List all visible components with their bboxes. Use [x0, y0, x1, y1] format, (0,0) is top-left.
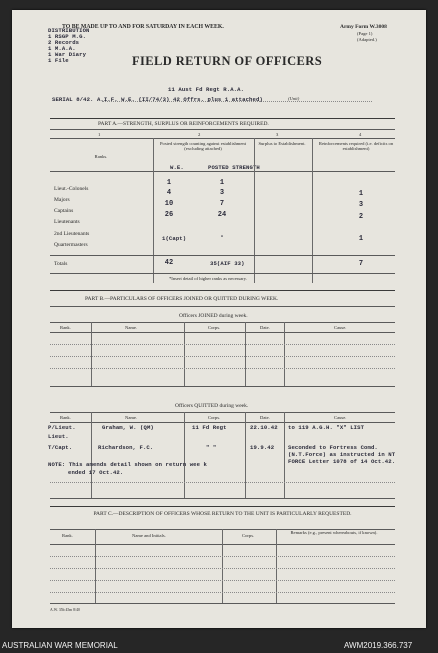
- we-value: 26: [164, 211, 174, 219]
- rule: [50, 498, 395, 499]
- col-header-reinforcements: Reinforcements required (i.e. deficits on establishment): [318, 141, 394, 151]
- col-corps: Corps.: [242, 533, 255, 538]
- form-number: Army Form W.3008: [340, 24, 387, 30]
- col-divider: [91, 412, 92, 498]
- distribution-block: [48, 28, 89, 64]
- we-value: 1: [166, 179, 172, 187]
- blank-row: [50, 592, 395, 593]
- blank-row: [50, 482, 395, 483]
- reinf-value: 2: [358, 213, 364, 221]
- posted-value: 24: [217, 211, 227, 219]
- total-reinf: 7: [358, 260, 364, 268]
- col-name: Name.: [125, 325, 138, 330]
- quitted-corps: " ": [206, 444, 217, 451]
- col-date: Date.: [260, 415, 270, 420]
- blank-row: [50, 344, 395, 345]
- col-divider: [254, 138, 255, 283]
- col-corps: Corps.: [208, 415, 221, 420]
- quitted-cause: to 119 A.G.H. "X" LIST: [288, 424, 365, 431]
- sub-header-posted: POSTED STRENGTH: [208, 164, 260, 171]
- we-value: 10: [164, 200, 174, 208]
- posted-value: -: [219, 233, 225, 241]
- col-header-ranks: Ranks.: [94, 154, 108, 159]
- quitted-date: 19.9.42: [250, 444, 275, 451]
- part-b-heading: PART B.—PARTICULARS OF OFFICERS JOINED OR QUITTED DURING WEEK.: [85, 296, 279, 302]
- rule: [50, 603, 395, 604]
- col-number: 2: [198, 132, 201, 137]
- posted-value: 1: [219, 179, 225, 187]
- blank-row: [50, 356, 395, 357]
- reinf-value: 1: [358, 235, 364, 243]
- quitted-title: Officers QUITTED during week.: [175, 403, 249, 409]
- rank-label: Lieut.-Colonels: [54, 186, 89, 192]
- col-divider: [184, 412, 185, 498]
- col-number: 3: [276, 132, 279, 137]
- quitted-rank: Lieut.: [48, 433, 69, 440]
- rule: [50, 129, 395, 130]
- part-c-heading: PART C.—DESCRIPTION OF OFFICERS WHOSE RETURN TO THE UNIT IS PARTICULARLY REQUESTED.: [93, 511, 352, 517]
- col-divider: [312, 138, 313, 283]
- rule: [50, 273, 395, 274]
- rank-label: Lieutenants: [54, 219, 80, 225]
- col-rank: Rank.: [60, 325, 71, 330]
- joined-title: Officers JOINED during week.: [179, 313, 248, 319]
- we-value: 4: [166, 189, 172, 197]
- col-cause: Cause.: [334, 325, 347, 330]
- archive-id: AWM2019.366.737: [344, 641, 413, 650]
- footnote: *Insert detail of higher ranks as necessary.: [169, 276, 247, 281]
- posted-value: 3: [219, 189, 225, 197]
- col-header-posted: Posted strength counting against establishment (excluding attached): [160, 141, 246, 151]
- note-line: ended 17 Oct.42.: [68, 469, 124, 476]
- archive-name: AUSTRALIAN WAR MEMORIAL: [2, 641, 118, 650]
- col-name-initials: Name and Initials.: [132, 533, 166, 538]
- rule: [50, 138, 395, 139]
- serial-typed: SERIAL 8/42. A.I.F. W.E. (II/74/3) 42 Offrs. plus 1 attached): [52, 96, 263, 103]
- rule: [50, 171, 395, 172]
- col-number: 1: [98, 132, 101, 137]
- rule: [50, 412, 395, 413]
- rule: [50, 118, 395, 119]
- col-cause: Cause.: [334, 415, 347, 420]
- quitted-name: Richardson, F.C.: [98, 444, 154, 451]
- rank-label: Captains: [54, 208, 74, 214]
- unit-label: (Unit): [288, 96, 300, 101]
- totals-label: Totals: [54, 261, 68, 267]
- note-line: NOTE: This amends detail shown on return wee k: [48, 461, 208, 468]
- posted-value: 7: [219, 200, 225, 208]
- rule: [50, 306, 395, 307]
- rank-label: 2nd Lieutenants: [54, 231, 90, 237]
- form-sheet: [12, 10, 426, 628]
- sub-header-we: W.E.: [170, 164, 184, 171]
- col-rank: Rank.: [60, 415, 71, 420]
- quitted-date: 22.10.42: [250, 424, 278, 431]
- print-code: A.W. 35b 45m 8/40: [50, 608, 80, 612]
- form-title: FIELD RETURN OF OFFICERS: [132, 54, 323, 68]
- total-we: 42: [164, 259, 174, 267]
- rule: [50, 422, 395, 423]
- distribution-line: 1 File: [48, 57, 69, 64]
- col-divider: [284, 412, 285, 498]
- rule: [50, 290, 395, 291]
- col-name: Name.: [125, 415, 138, 420]
- we-value: 1(Capt): [162, 235, 187, 242]
- blank-row: [50, 556, 395, 557]
- archive-footer: [0, 638, 438, 653]
- quitted-rank: T/Capt.: [48, 444, 73, 451]
- col-number: 4: [359, 132, 362, 137]
- adapted-label: (Adapted.): [357, 37, 377, 42]
- col-divider: [284, 322, 285, 386]
- col-divider: [184, 322, 185, 386]
- unit-typed: 11 Aust Fd Regt R.A.A.: [168, 86, 245, 93]
- blank-row: [50, 568, 395, 569]
- rule: [50, 332, 395, 333]
- top-instruction: TO BE MADE UP TO AND FOR SATURDAY IN EACH WEEK.: [62, 24, 224, 30]
- page-ref: (Page 1): [357, 31, 373, 36]
- distribution-line: 1 RSGP M.G.: [48, 33, 87, 40]
- col-header-surplus: Surplus to Establishment.: [258, 141, 306, 146]
- rank-label: Majors: [54, 197, 70, 203]
- quitted-corps: 11 Fd Regt: [192, 424, 227, 431]
- quitted-rank: P/Lieut.: [48, 424, 76, 431]
- col-remarks: Remarks (e.g., present whereabouts, if known).: [290, 530, 378, 535]
- part-a-heading: PART A.—STRENGTH, SURPLUS OR REINFORCEMENTS REQUIRED.: [98, 121, 269, 127]
- blank-row: [50, 368, 395, 369]
- blank-row: [50, 580, 395, 581]
- distribution-line: 2 Records: [48, 39, 80, 46]
- rule: [50, 255, 395, 256]
- rank-label: Quartermasters: [54, 242, 88, 248]
- col-rank: Rank.: [62, 533, 73, 538]
- col-corps: Corps.: [208, 325, 221, 330]
- distribution-line: DISTRIBUTION: [48, 27, 90, 34]
- rule: [50, 506, 395, 507]
- distribution-line: 1 M.A.A.: [48, 45, 76, 52]
- reinf-value: 1: [358, 190, 364, 198]
- rule: [50, 322, 395, 323]
- distribution-line: 1 War Diary: [48, 51, 87, 58]
- col-date: Date.: [260, 325, 270, 330]
- rule: [50, 386, 395, 387]
- quitted-name: Graham, W. (QM): [102, 424, 154, 431]
- col-divider: [245, 322, 246, 386]
- quitted-cause: Seconded to Fortress Comd. (N.T.Force) as instructed in NT FORCE Letter 1078 of 14 Oct.42.: [288, 444, 396, 465]
- reinf-value: 3: [358, 201, 364, 209]
- total-posted: 35(AIF 33): [210, 260, 245, 267]
- col-divider: [245, 412, 246, 498]
- col-divider: [91, 322, 92, 386]
